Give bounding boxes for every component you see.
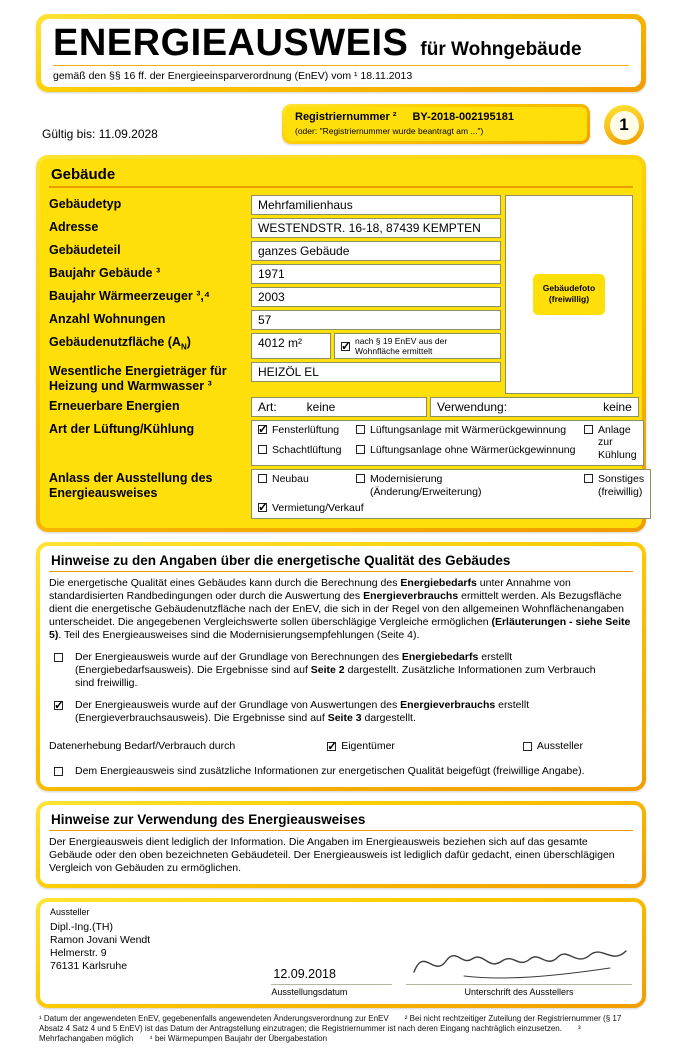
- registry-number-box: [282, 104, 590, 144]
- option-neubau: Neubau: [258, 473, 352, 498]
- field-value: ganzes Gebäude: [251, 241, 501, 261]
- field-value: 2003: [251, 287, 501, 307]
- option-fensterlueftung: ✓ Fensterlüftung: [258, 424, 352, 441]
- document-header: [36, 14, 646, 92]
- footnote-2: ² Bei nicht rechtzeitiger Zuteilung der Registriernummer (§ 17 Absatz 4 Satz 4 und 5 EnEV) ist das Datum der Antragstellung einzutragen; die Registriernummer ist nach deren Eingang nachträglich einzusetzen.: [39, 1013, 622, 1033]
- footnote-1: ¹ Datum der angewendeten EnEV, gegebenenfalls angewendeten Änderungsverordnung zur EnEV: [39, 1013, 389, 1023]
- section-hinweise-verwendung: [36, 801, 646, 888]
- checkbox[interactable]: [584, 425, 593, 434]
- checkbox[interactable]: [258, 425, 267, 434]
- field-row: [49, 264, 501, 284]
- verwendung-value: keine: [603, 399, 632, 414]
- checkbox[interactable]: [327, 742, 336, 751]
- field-row-erneuerbare: [49, 397, 633, 417]
- field-label: Gebäudenutzfläche $(A_N)$: [49, 335, 191, 352]
- checkbox[interactable]: [54, 653, 63, 662]
- field-row-nutzflaeche: [49, 333, 501, 359]
- section-hinweise-qualitaet: [36, 542, 646, 791]
- checkbox-label: nach § 19 EnEV aus der Wohnfläche ermittelt: [355, 336, 448, 357]
- valid-until: Gültig bis: 11.09.2028: [42, 127, 158, 142]
- erneuerbar-verwendung: [430, 397, 639, 417]
- option-modernisierung: Modernisierung (Änderung/Erweiterung): [356, 473, 580, 498]
- checkbox[interactable]: [258, 503, 267, 512]
- section-title: Hinweise zu den Angaben über die energetische Qualität des Gebäudes: [49, 552, 633, 572]
- field-value: Mehrfamilienhaus: [251, 195, 501, 215]
- option-schachtlueftung: Schachtlüftung: [258, 444, 352, 461]
- field-row: [49, 241, 501, 261]
- field-row-lueftung: [49, 420, 637, 467]
- field-label: Anlass der Ausstellung des Energieausweises: [49, 471, 213, 501]
- datenerhebung-label: Datenerhebung Bedarf/Verbrauch durch: [49, 740, 236, 753]
- field-row: [49, 218, 501, 238]
- option-aussteller: Aussteller: [523, 740, 583, 753]
- item-verbrauchsausweis: ✓ Der Energieausweis wurde auf der Grundlage von Auswertungen des Energieverbrauchs erstellt (Energieverbrauchsausweis). Die Ergebnisse sind auf Seite 3 dargestellt.: [49, 699, 633, 725]
- art-value: keine: [306, 399, 336, 414]
- field-value: WESTENDSTR. 16-18, 87439 KEMPTEN: [251, 218, 501, 238]
- checkbox[interactable]: [356, 445, 365, 454]
- verwendung-label: Verwendung:: [437, 399, 508, 414]
- option-eigentuemer: ✓ Eigentümer: [327, 740, 395, 753]
- checkbox[interactable]: [258, 474, 267, 483]
- art-label: Art:: [258, 399, 277, 414]
- registry-alt-note: (oder: "Registriernummer wurde beantragt am ..."): [295, 126, 484, 137]
- wohnflaeche-check: [334, 333, 501, 359]
- field-label: Baujahr Gebäude ³: [49, 266, 161, 281]
- option-lueftung-mit-wrg: Lüftungsanlage mit Wärmerückgewinnung: [356, 424, 580, 441]
- registry-label: Registriernummer ²: [295, 111, 397, 124]
- option-vermietung-verkauf: ✓ Vermietung/Verkauf: [258, 502, 352, 515]
- photo-placeholder: [505, 195, 633, 394]
- section-title: Gebäude: [49, 165, 633, 188]
- aussteller-address: Dipl.-Ing.(TH) Ramon Jovani Wendt Helmerstr. 9 76131 Karlsruhe: [50, 920, 151, 972]
- field-label: Gebäudeteil: [49, 243, 121, 258]
- checkbox[interactable]: [356, 474, 365, 483]
- field-value: 4012 m²: [251, 333, 331, 359]
- verwendung-text: Der Energieausweis dient lediglich der Information. Die Angaben im Energieausweis beziehen sich auf das gesamte Gebäude oder den oben bezeichneten Gebäudeteil. Der Energieausweis ist lediglich dafür gedacht, einen überschlägigen Vergleich von Gebäuden zu ermöglichen.: [49, 835, 615, 874]
- document-title: ENERGIEAUSWEIS: [53, 22, 409, 64]
- page-number: 1: [610, 111, 639, 140]
- checkbox[interactable]: [258, 445, 267, 454]
- checkbox[interactable]: [523, 742, 532, 751]
- page-number-badge: [604, 105, 644, 145]
- field-row: [49, 310, 501, 330]
- option-lueftung-ohne-wrg: Lüftungsanlage ohne Wärmerückgewinnung: [356, 444, 580, 461]
- qualitaet-intro: Die energetische Qualität eines Gebäudes kann durch die Berechnung des Energiebedarfs unter Annahme von standardisierten Randbedingungen oder durch die Auswertung des Energieverbrauchs ermittelt werden. Als Bezugsfläche dient die energetische Gebäudenutzfläche nach der EnEV, die sich in der Regel von den allgemeinen Wohnflächenangaben unterscheidet. Die angegebenen Vergleichswerte sollen überschlägige Vergleiche ermöglichen (Erläuterungen - siehe Seite 5). Teil des Energieausweises sind die Modernisierungsempfehlungen (Seite 4).: [49, 577, 631, 642]
- item-zusatzinfo: Dem Energieausweis sind zusätzliche Informationen zur energetischen Qualität beigefügt (freiwillige Angabe).: [49, 765, 633, 778]
- footnote-4: ⁴ bei Wärmepumpen Baujahr der Übergabestation: [149, 1033, 328, 1043]
- field-label: Erneuerbare Energien: [49, 398, 180, 413]
- checkbox[interactable]: [584, 474, 593, 483]
- section-aussteller: [36, 898, 646, 1008]
- document-title-suffix: für Wohngebäude: [420, 39, 582, 60]
- field-value: 1971: [251, 264, 501, 284]
- field-label: Gebäudetyp: [49, 197, 122, 212]
- datenerhebung-row: [49, 740, 633, 753]
- checkbox[interactable]: [341, 342, 350, 351]
- issue-date: 12.09.2018: [273, 966, 336, 981]
- aussteller-label: Aussteller: [50, 906, 90, 917]
- field-row: [49, 287, 501, 307]
- field-label: Wesentliche Energieträger für Heizung und Warmwasser ³: [49, 364, 227, 393]
- field-row-anlass: [49, 469, 645, 519]
- checkbox[interactable]: [54, 701, 63, 710]
- field-row: [49, 195, 501, 215]
- field-label: Anzahl Wohnungen: [49, 312, 166, 327]
- item-bedarfsausweis: Der Energieausweis wurde auf der Grundlage von Berechnungen des Energiebedarfs erstellt (Energiebedarfsausweis). Die Ergebnisse sind auf Seite 2 dargestellt. Zusätzliche Informationen zum Verbrauch sind freiwillig.: [49, 651, 633, 690]
- footnote-3: ³ Mehrfachangaben möglich: [39, 1023, 581, 1043]
- issue-date-caption: Ausstellungsdatum: [271, 984, 392, 997]
- field-row-energietraeger: [49, 362, 501, 394]
- checkbox[interactable]: [356, 425, 365, 434]
- field-label: Baujahr Wärmeerzeuger ³,⁴: [49, 289, 211, 304]
- section-gebaeude: [36, 155, 646, 532]
- erneuerbar-art: [251, 397, 427, 417]
- field-label: Art der Lüftung/Kühlung: [49, 421, 195, 436]
- option-sonstiges: Sonstiges (freiwillig): [584, 473, 644, 498]
- law-reference: gemäß den §§ 16 ff. der Energieeinsparverordnung (EnEV) vom ¹ 18.11.2013: [53, 70, 413, 83]
- footnotes: [39, 1014, 643, 1044]
- field-value: 57: [251, 310, 501, 330]
- section-title: Hinweise zur Verwendung des Energieausweises: [49, 811, 633, 831]
- field-label: Adresse: [49, 220, 99, 235]
- option-anlage-kuehlung: Anlage zur Kühlung: [584, 424, 637, 462]
- checkbox[interactable]: [54, 767, 63, 776]
- field-value: HEIZÖL EL: [251, 362, 501, 382]
- photo-label: Gebäudefoto (freiwillig): [533, 274, 605, 315]
- meta-row: [42, 104, 644, 145]
- registry-value: BY-2018-002195181: [412, 111, 515, 124]
- signature-caption: Unterschrift des Ausstellers: [406, 984, 632, 997]
